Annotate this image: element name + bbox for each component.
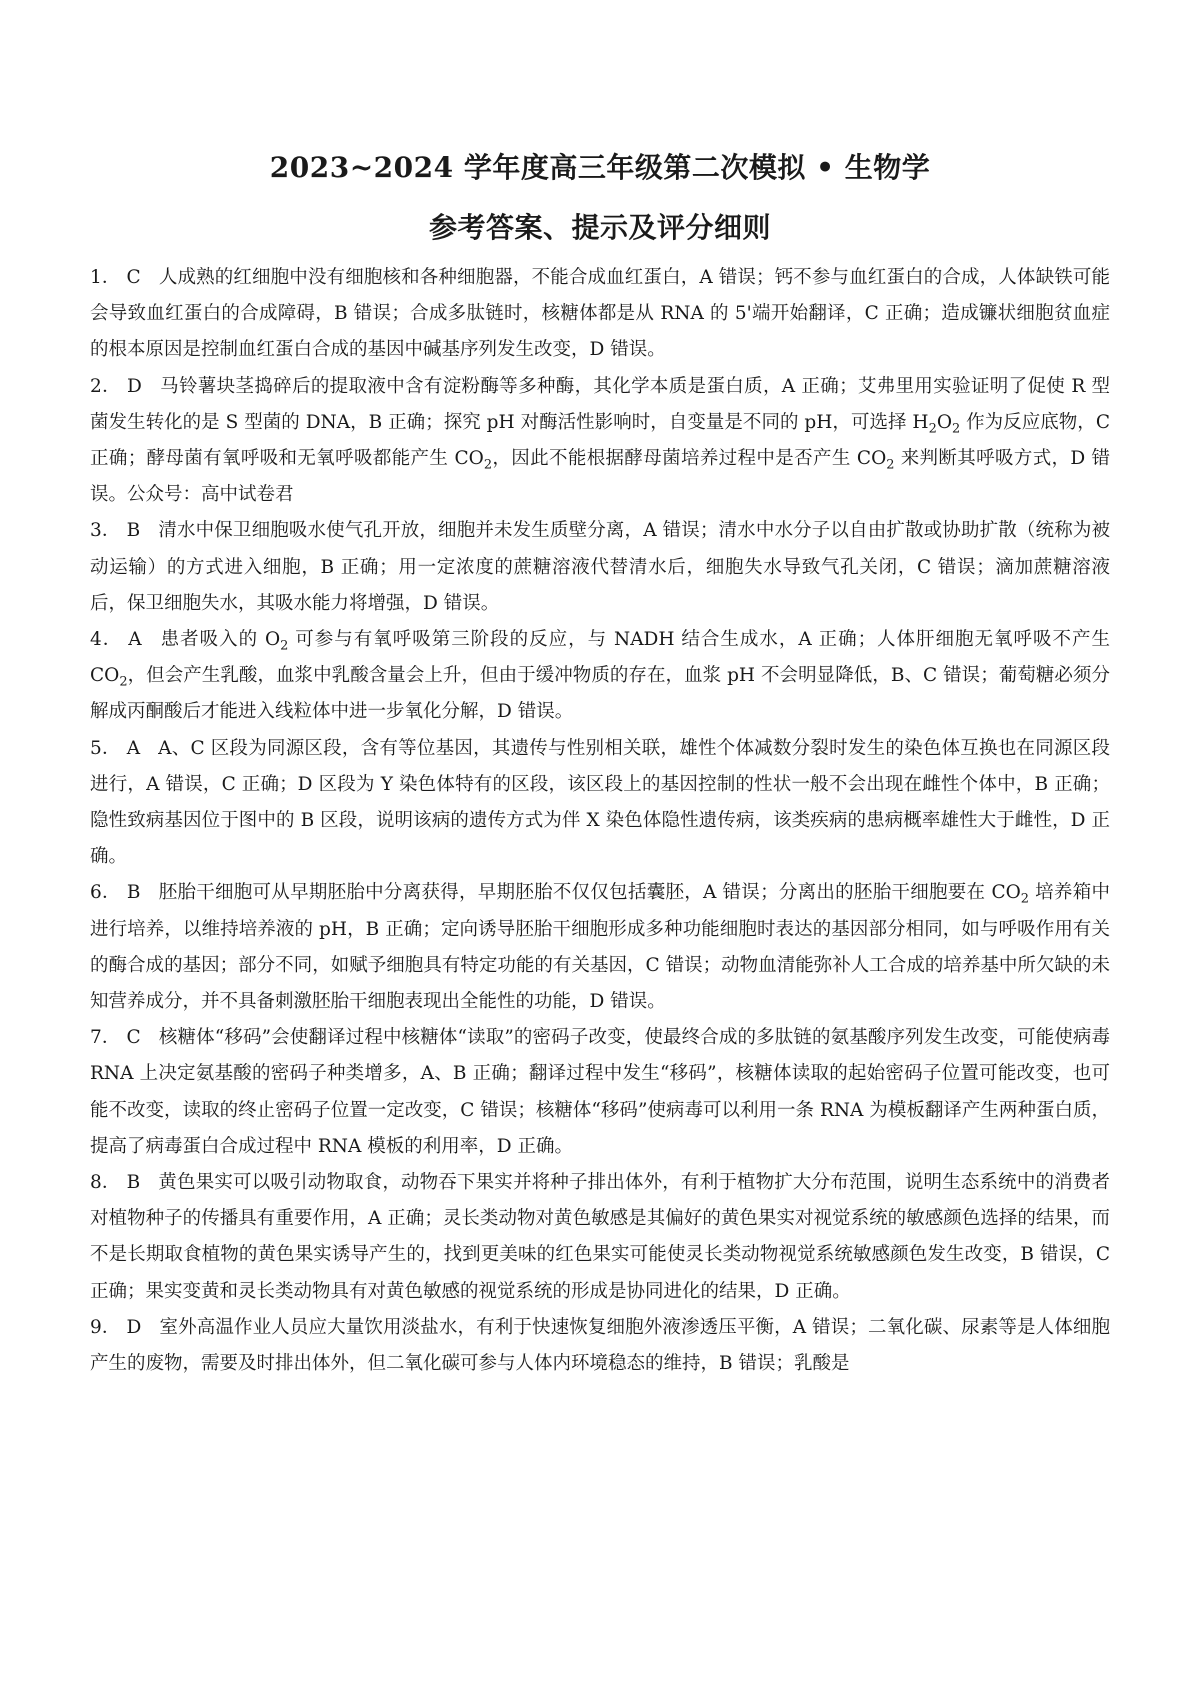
answer-number: 5． [90,737,121,759]
answer-item-2 [90,369,1110,514]
answer-number: 6． [90,882,121,904]
answer-key: C [126,267,141,288]
subscript: 2 [951,421,961,437]
answer-explanation: 核糖体“移码”会使翻译过程中核糖体“读取”的密码子改变，使最终合成的多肽链的氨基酸序列发生改变，可能使病毒 RNA 上决定氨基酸的密码子种类增多，A、B 正确；翻译过程中发生“移码”，核糖体读取的起始密码子位置可能改变，也可能不改变，读取的终止密码子位置一定改变，C 错误；核糖体“移码”使病毒可以利用一条 RNA 为模板翻译产生两种蛋白质，提高了病毒蛋白合成过程中 RNA 模板的利用率，D 正确。 [90,1027,1110,1157]
answer-explanation: ，因此不能根据酵母菌培养过程中是否产生 CO [492,448,887,470]
answer-key: C [126,1027,141,1049]
subscript: 2 [483,457,493,473]
answer-number: 4． [90,629,123,651]
answer-item-4 [90,622,1110,731]
answer-explanation: 室外高温作业人员应大量饮用淡盐水，有利于快速恢复细胞外液渗透压平衡，A 错误；二氧化碳、尿素等是人体细胞产生的废物，需要及时排出体外，但二氧化碳可参与人体内环境稳态的维持，B 错误；乳酸是 [90,1316,1110,1375]
answer-explanation: ，但会产生乳酸，血浆中乳酸含量会上升，但由于缓冲物质的存在，血浆 pH 不会明显降低，B、C 错误；葡萄糖必须分解成丙酮酸后才能进入线粒体中进一步氧化分解，D 错误。 [90,665,1110,723]
answer-explanation: 作为反应底物，C 正确；酵母菌有氧呼吸和无氧呼吸都能产生 CO [90,411,1110,470]
answer-item-6 [90,875,1110,1020]
answer-explanation: 培养箱中进行培养，以维持培养液的 pH，B 正确；定向诱导胚胎干细胞形成多种功能细胞时表达的基因部分相同，如与呼吸作用有关的酶合成的基因；部分不同，如赋予细胞具有特定功能的有关基因，C 错误；动物血清能弥补人工合成的培养基中所欠缺的未知营养成分，并不具备刺激胚胎干细胞表现出全能性的功能，D 错误。 [90,882,1110,1013]
answer-explanation: 可参与有氧呼吸第三阶段的反应，与 NADH 结合生成水，A 正确；人体肝细胞无氧呼吸不产生 CO [90,629,1110,687]
page-title: 2023~2024 学年度高三年级第二次模拟 • 生物学 [269,151,931,184]
answer-item-5 [90,731,1110,876]
subscript: 2 [280,638,289,654]
answer-explanation: 来判断其呼吸方式，D 错误。公众号：高中试卷君 [90,448,1110,506]
answer-item-8 [90,1165,1110,1310]
answer-key: D [126,1316,142,1338]
answer-item-9 [90,1310,1110,1382]
answer-key: D [126,375,142,397]
answer-explanation: 马铃薯块茎捣碎后的提取液中含有淀粉酶等多种酶，其化学本质是蛋白质，A 正确；艾弗里用实验证明了促使 R 型菌发生转化的是 S 型菌的 DNA，B 正确；探究 pH 对酶活性影响时，自变量是不同的 pH，可选择 H [90,375,1110,433]
answer-number: 9． [90,1316,121,1338]
answer-item-7 [90,1020,1110,1165]
answer-number: 3． [90,520,121,542]
answer-explanation: A、C 区段为同源区段，含有等位基因，其遗传与性别相关联，雄性个体减数分裂时发生的染色体互换也在同源区段进行，A 错误，C 正确；D 区段为 Y 染色体特有的区段，该区段上的基因控制的性状一般不会出现在雌性个体中，B 正确；隐性致病基因位于图中的 B 区段，说明该病的遗传方式为伴 X 染色体隐性遗传病，该类疾病的患病概率雄性大于雌性，D 正确。 [90,737,1110,868]
subscript: 2 [119,674,128,690]
subscript: 2 [886,457,895,473]
answer-number: 2． [90,375,121,397]
answer-key: B [126,1172,141,1194]
answer-number: 7． [90,1027,121,1049]
page-subtitle: 参考答案、提示及评分细则 [428,211,771,244]
answer-item-3 [90,513,1110,622]
answer-item-1 [90,260,1110,369]
answer-key: A [128,629,142,651]
answer-explanation: 人成熟的红细胞中没有细胞核和各种细胞器，不能合成血红蛋白，A 错误；钙不参与血红蛋白的合成，人体缺铁可能会导致血红蛋白的合成障碍，B 错误；合成多肽链时，核糖体都是从 RNA 的 5'端开始翻译，C 正确；造成镰状细胞贫血症的根本原因是控制血红蛋白合成的基因中碱基序列发生改变，D 错误。 [90,267,1110,361]
subscript: 2 [1020,892,1030,908]
answer-number: 8． [90,1172,121,1194]
subscript: 2 [928,421,937,437]
answer-key: B [126,882,141,904]
answer-explanation: O [936,411,952,433]
answer-key: B [126,520,141,542]
answer-key: A [126,737,141,759]
answer-explanation: 黄色果实可以吸引动物取食，动物吞下果实并将种子排出体外，有利于植物扩大分布范围，说明生态系统中的消费者对植物种子的传播具有重要作用，A 正确；灵长类动物对黄色敏感是其偏好的黄色果实对视觉系统的敏感颜色选择的结果，而不是长期取食植物的黄色果实诱导产生的，找到更美味的红色果实可能使灵长类动物视觉系统敏感颜色发生改变，B 错误，C 正确；果实变黄和灵长类动物具有对黄色敏感的视觉系统的形成是协同进化的结果，D 正确。 [90,1172,1110,1302]
answer-number: 1． [90,267,121,288]
answer-explanation: 清水中保卫细胞吸水使气孔开放，细胞并未发生质壁分离，A 错误；清水中水分子以自由扩散或协助扩散（统称为被动运输）的方式进入细胞，B 正确；用一定浓度的蔗糖溶液代替清水后，细胞失水导致气孔关闭，C 错误；滴加蔗糖溶液后，保卫细胞失水，其吸水能力将增强，D 错误。 [90,520,1110,614]
answer-explanation: 患者吸入的 O [159,629,281,651]
answer-explanation: 胚胎干细胞可从早期胚胎中分离获得，早期胚胎不仅仅包括囊胚，A 错误；分离出的胚胎干细胞要在 CO [158,882,1021,904]
